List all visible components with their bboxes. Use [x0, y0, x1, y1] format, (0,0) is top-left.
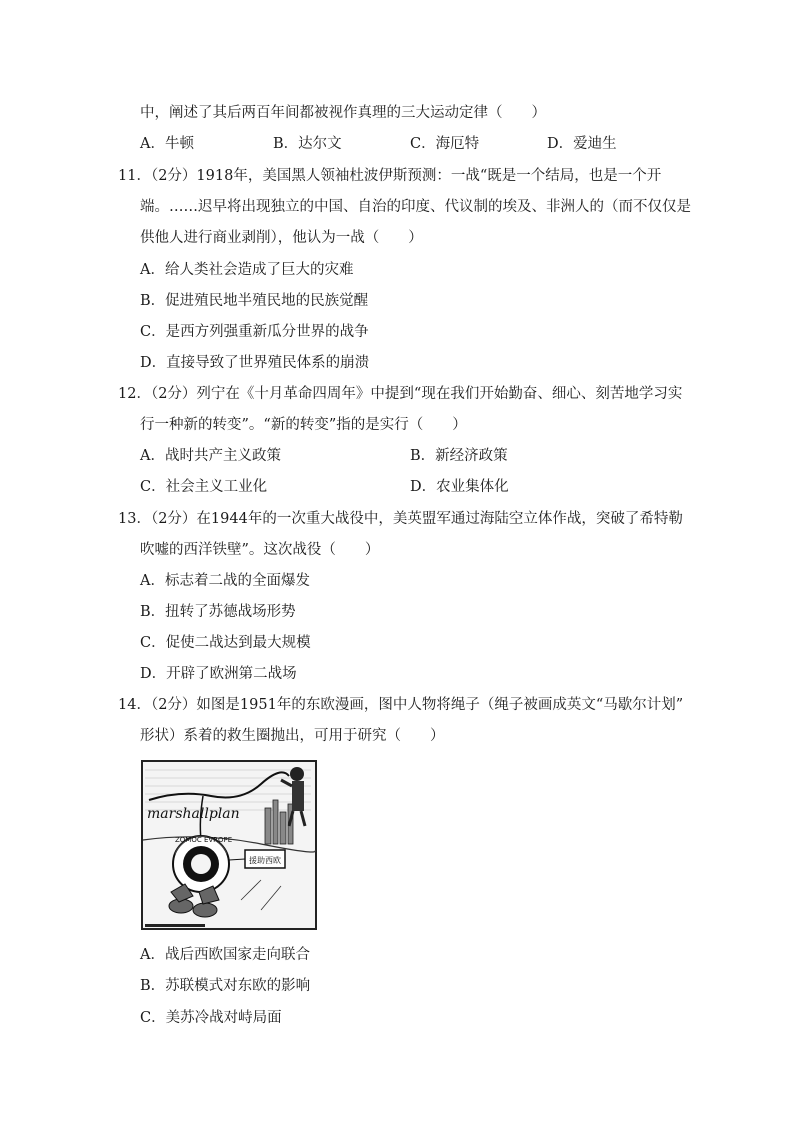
q11-option-b: B．促进殖民地半殖民地的民族觉醒 — [140, 293, 369, 309]
q14-stem-line2: 形状）系着的救生圈抛出，可用于研究（ ） — [140, 728, 445, 744]
q12-option-a: A．战时共产主义政策 — [140, 448, 281, 464]
cartoon-ring-text: ZOMOC EVROPE — [175, 836, 233, 844]
q11-stem-line3: 供他人进行商业剥削），他认为一战（ ） — [140, 230, 423, 246]
q10-option-a: A．牛顿 — [140, 136, 194, 152]
q11-option-c: C．是西方列强重新瓜分世界的战争 — [140, 324, 369, 340]
q12-stem-line2: 行一种新的转变”。“新的转变”指的是实行（ ） — [140, 417, 467, 433]
q13-option-b: B．扭转了苏德战场形势 — [140, 604, 296, 620]
q13-stem-line1: 13．（2分）在1944年的一次重大战役中，美英盟军通过海陆空立体作战，突破了希特勒 — [118, 511, 683, 527]
q14-option-a: A．战后西欧国家走向联合 — [140, 947, 310, 963]
cartoon-rope-text: marshallplan — [147, 806, 240, 822]
q14-option-c: C．美苏冷战对峙局面 — [140, 1010, 282, 1026]
q13-option-c: C．促使二战达到最大规模 — [140, 635, 311, 651]
marshall-plan-cartoon — [141, 760, 317, 930]
q13-option-d: D．开辟了欧洲第二战场 — [140, 666, 297, 682]
q11-option-a: A．给人类社会造成了巨大的灾难 — [140, 262, 354, 278]
q10-option-c: C．海厄特 — [410, 136, 480, 152]
q12-stem-line1: 12．（2分）列宁在《十月革命四周年》中提到“现在我们开始勤奋、细心、刻苦地学习实 — [118, 386, 683, 402]
q10-stem-tail: 中，阐述了其后两百年间都被视作真理的三大运动定律（ ） — [140, 105, 546, 121]
q12-option-c: C．社会主义工业化 — [140, 479, 268, 495]
q11-stem-line1: 11．（2分）1918年，美国黑人领袖杜波伊斯预测：一战“既是一个结局，也是一个开 — [118, 168, 662, 184]
life-ring-icon — [173, 836, 229, 892]
cartoon-sign-text: 援助西欧 — [249, 856, 281, 865]
q12-option-b: B．新经济政策 — [410, 448, 508, 464]
q12-option-d: D．农业集体化 — [410, 479, 509, 495]
q13-option-a: A．标志着二战的全面爆发 — [140, 573, 310, 589]
q10-option-d: D．爱迪生 — [547, 136, 617, 152]
q13-stem-line2: 吹嘘的西洋铁壁”。这次战役（ ） — [140, 542, 380, 558]
q14-option-b: B．苏联模式对东欧的影响 — [140, 978, 311, 994]
q11-option-d: D．直接导致了世界殖民体系的崩溃 — [140, 355, 370, 371]
q11-stem-line2: 端。……迟早将出现独立的中国、自治的印度、代议制的埃及、非洲人的（而不仅仅是 — [140, 199, 691, 215]
q10-option-b: B．达尔文 — [273, 136, 342, 152]
q14-stem-line1: 14．（2分）如图是1951年的东欧漫画，图中人物将绳子（绳子被画成英文“马歇尔计划” — [118, 697, 684, 713]
